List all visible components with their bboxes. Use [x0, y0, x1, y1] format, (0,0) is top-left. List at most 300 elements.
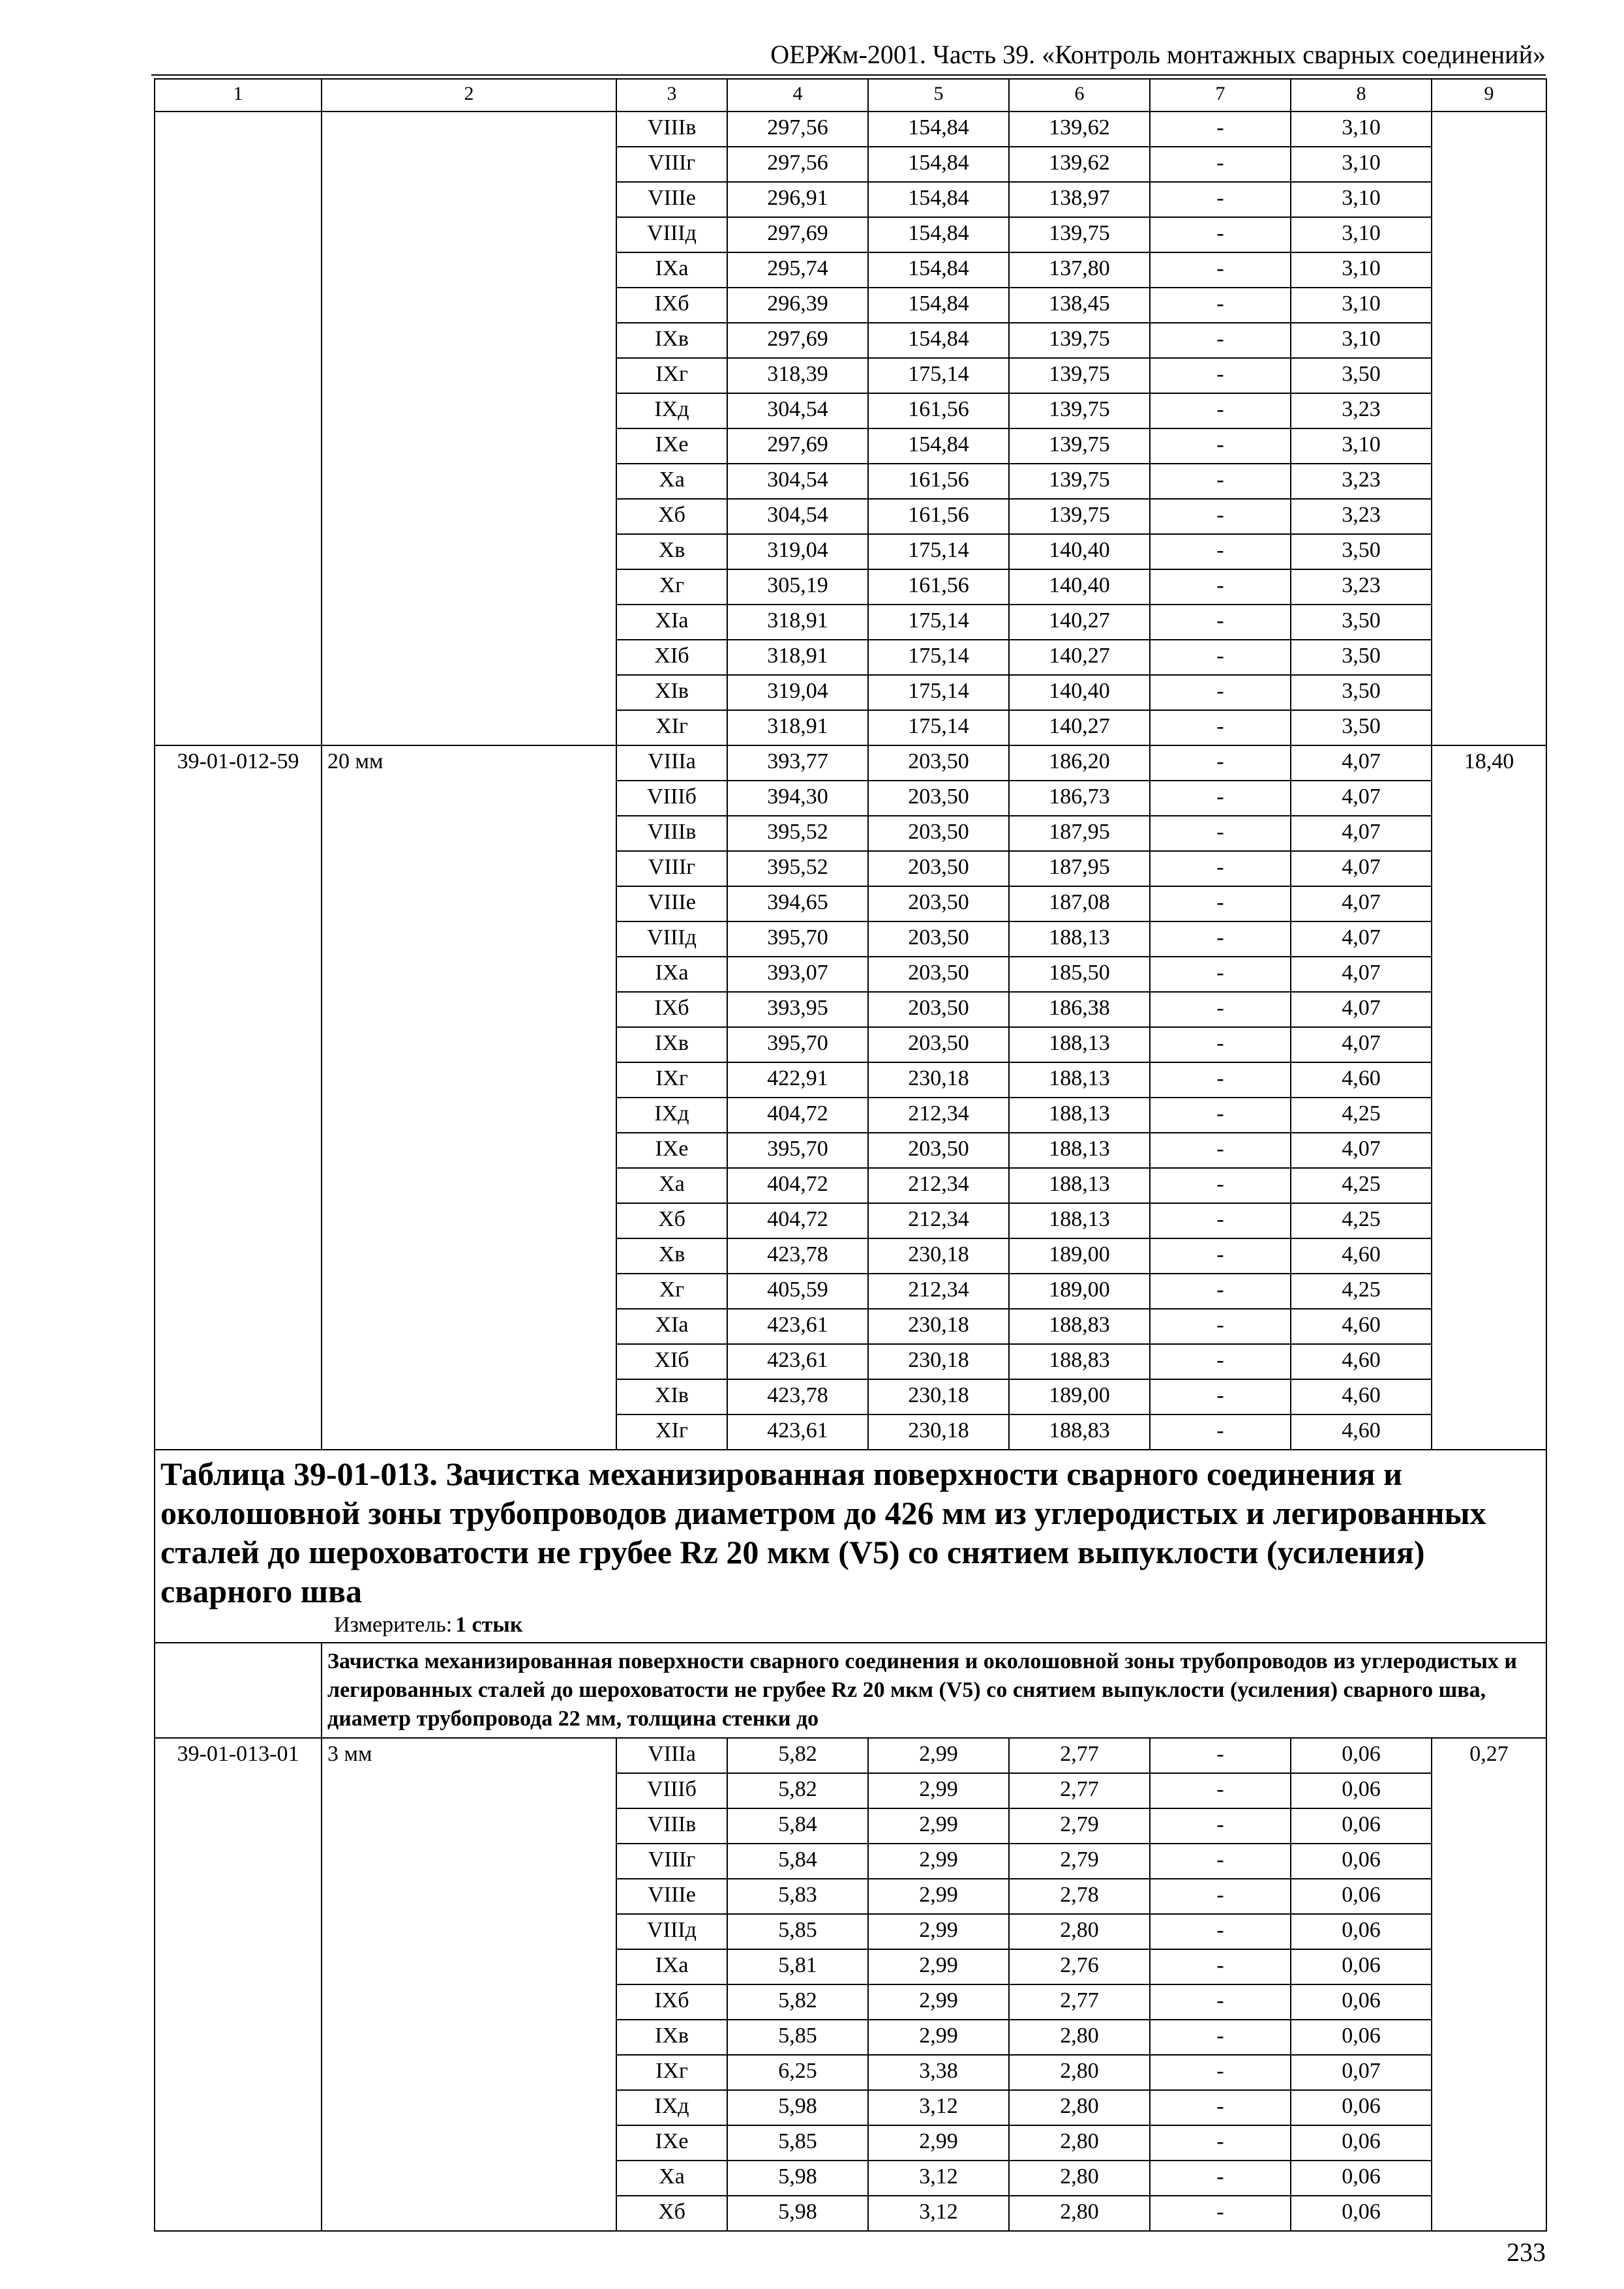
zone-cell: IXг — [616, 358, 727, 393]
value-cell: 319,04 — [727, 534, 868, 569]
zone-cell: XIа — [616, 605, 727, 640]
rates-table — [154, 78, 1547, 2232]
value-cell: 296,91 — [727, 182, 868, 217]
zone-cell: VIIIе — [616, 1879, 727, 1914]
value-cell: 154,84 — [868, 323, 1009, 358]
value-cell: - — [1150, 252, 1291, 288]
value-cell: 4,25 — [1291, 1274, 1432, 1309]
value-cell: 297,69 — [727, 428, 868, 464]
value-cell: 140,40 — [1009, 675, 1150, 710]
value-cell: 2,80 — [1009, 2055, 1150, 2090]
value-cell: 154,84 — [868, 217, 1009, 252]
value-cell: 318,91 — [727, 710, 868, 745]
value-cell: 2,80 — [1009, 2125, 1150, 2161]
value-cell: 4,07 — [1291, 1027, 1432, 1062]
value-cell: 3,50 — [1291, 605, 1432, 640]
value-cell: 0,06 — [1291, 2196, 1432, 2231]
value-cell: 185,50 — [1009, 957, 1150, 992]
column-number: 8 — [1291, 79, 1432, 112]
value-cell: 2,99 — [868, 1879, 1009, 1914]
zone-cell: VIIIг — [616, 147, 727, 182]
zone-cell: VIIIе — [616, 182, 727, 217]
value-cell: 295,74 — [727, 252, 868, 288]
value-cell: 139,75 — [1009, 358, 1150, 393]
value-cell: 203,50 — [868, 816, 1009, 851]
value-cell: 154,84 — [868, 252, 1009, 288]
value-cell: 395,70 — [727, 921, 868, 957]
value-cell: 0,06 — [1291, 1949, 1432, 1984]
value-cell: 5,81 — [727, 1949, 868, 1984]
table-row — [155, 745, 1546, 781]
value-cell: 4,07 — [1291, 957, 1432, 992]
zone-cell: Xг — [616, 1274, 727, 1309]
value-cell: 212,34 — [868, 1203, 1009, 1238]
zone-cell: Xа — [616, 2161, 727, 2196]
value-cell: - — [1150, 957, 1291, 992]
value-cell: 175,14 — [868, 534, 1009, 569]
value-cell: 203,50 — [868, 851, 1009, 886]
value-cell: 203,50 — [868, 1133, 1009, 1168]
value-cell: 188,83 — [1009, 1414, 1150, 1450]
value-cell: 161,56 — [868, 393, 1009, 428]
value-cell: - — [1150, 710, 1291, 745]
value-cell: - — [1150, 323, 1291, 358]
value-cell: 5,85 — [727, 2125, 868, 2161]
value-cell: 203,50 — [868, 781, 1009, 816]
table-row — [155, 1738, 1546, 1773]
value-cell: 2,99 — [868, 1773, 1009, 1808]
zone-cell: VIIIа — [616, 1738, 727, 1773]
zone-cell: Xв — [616, 1238, 727, 1274]
zone-cell: IXг — [616, 2055, 727, 2090]
value-cell: 2,99 — [868, 1984, 1009, 2020]
value-cell: 3,50 — [1291, 358, 1432, 393]
value-cell: 395,52 — [727, 851, 868, 886]
value-cell: 2,99 — [868, 1844, 1009, 1879]
value-cell: 4,07 — [1291, 921, 1432, 957]
value-cell: - — [1150, 182, 1291, 217]
value-cell: 154,84 — [868, 147, 1009, 182]
value-cell: 296,39 — [727, 288, 868, 323]
value-cell: 230,18 — [868, 1379, 1009, 1414]
value-cell: - — [1150, 428, 1291, 464]
value-cell: 2,99 — [868, 1808, 1009, 1844]
zone-cell: Xа — [616, 1168, 727, 1203]
value-cell: - — [1150, 112, 1291, 147]
value-cell: - — [1150, 1344, 1291, 1379]
value-cell: 2,80 — [1009, 2161, 1150, 2196]
value-cell: 4,07 — [1291, 851, 1432, 886]
value-cell: 405,59 — [727, 1274, 868, 1309]
zone-cell: Xб — [616, 1203, 727, 1238]
value-cell: 186,20 — [1009, 745, 1150, 781]
zone-cell: XIб — [616, 640, 727, 675]
value-cell: 3,50 — [1291, 640, 1432, 675]
column-number: 3 — [616, 79, 727, 112]
size-cell: 20 мм — [322, 745, 616, 1450]
value-cell: - — [1150, 147, 1291, 182]
zone-cell: IXе — [616, 2125, 727, 2161]
value-cell: 4,60 — [1291, 1414, 1432, 1450]
value-cell: 140,27 — [1009, 605, 1150, 640]
value-cell: 3,23 — [1291, 393, 1432, 428]
zone-cell: IXб — [616, 1984, 727, 2020]
value-cell: 3,12 — [868, 2161, 1009, 2196]
value-cell: 188,13 — [1009, 1027, 1150, 1062]
value-cell: 2,80 — [1009, 2020, 1150, 2055]
value-cell: - — [1150, 851, 1291, 886]
value-cell: 161,56 — [868, 569, 1009, 605]
value-cell: 5,84 — [727, 1844, 868, 1879]
value-cell: 2,99 — [868, 2020, 1009, 2055]
section-title-cell — [155, 1450, 1546, 1643]
value-cell: 304,54 — [727, 499, 868, 534]
value-cell: - — [1150, 464, 1291, 499]
description-blank-cell — [155, 1643, 322, 1738]
value-cell: - — [1150, 1309, 1291, 1344]
value-cell: 4,25 — [1291, 1203, 1432, 1238]
meter-line — [160, 1611, 1541, 1639]
page-number: 233 — [1507, 2237, 1546, 2267]
value-cell: 393,77 — [727, 745, 868, 781]
value-cell: - — [1150, 2055, 1291, 2090]
value-cell: 2,80 — [1009, 1914, 1150, 1949]
zone-cell: VIIIв — [616, 1808, 727, 1844]
value-cell: 5,82 — [727, 1738, 868, 1773]
value-cell: 203,50 — [868, 921, 1009, 957]
value-cell: 186,38 — [1009, 992, 1150, 1027]
zone-cell: IXд — [616, 393, 727, 428]
table-body — [155, 79, 1546, 2231]
value-cell: 5,82 — [727, 1984, 868, 2020]
zone-cell: VIIIб — [616, 1773, 727, 1808]
running-header: ОЕРЖм-2001. Часть 39. «Контроль монтажных сварных соединений» — [770, 40, 1546, 69]
value-cell: 0,06 — [1291, 2125, 1432, 2161]
value-cell: 2,80 — [1009, 2196, 1150, 2231]
value-cell: 188,13 — [1009, 921, 1150, 957]
zone-cell: IXа — [616, 1949, 727, 1984]
zone-cell: VIIIв — [616, 816, 727, 851]
value-cell: 4,60 — [1291, 1309, 1432, 1344]
value-cell: 5,84 — [727, 1808, 868, 1844]
value-cell: 2,79 — [1009, 1844, 1150, 1879]
value-cell: 423,61 — [727, 1414, 868, 1450]
value-cell: 137,80 — [1009, 252, 1150, 288]
value-cell: - — [1150, 1062, 1291, 1098]
value-cell: 404,72 — [727, 1203, 868, 1238]
value-cell: 4,25 — [1291, 1098, 1432, 1133]
zone-cell: XIг — [616, 1414, 727, 1450]
value-cell: 3,23 — [1291, 464, 1432, 499]
value-cell: 2,99 — [868, 1914, 1009, 1949]
value-cell: 393,07 — [727, 957, 868, 992]
value-cell: 187,08 — [1009, 886, 1150, 921]
value-cell: 0,06 — [1291, 2020, 1432, 2055]
value-cell: 175,14 — [868, 710, 1009, 745]
section-title-row — [155, 1450, 1546, 1643]
value-cell: 0,06 — [1291, 1844, 1432, 1879]
value-cell: 140,27 — [1009, 640, 1150, 675]
value-cell: 189,00 — [1009, 1379, 1150, 1414]
value-cell: - — [1150, 1844, 1291, 1879]
zone-cell: IXа — [616, 957, 727, 992]
value-cell: 2,79 — [1009, 1808, 1150, 1844]
value-cell: 2,78 — [1009, 1879, 1150, 1914]
value-cell: 404,72 — [727, 1168, 868, 1203]
value-cell: 4,60 — [1291, 1379, 1432, 1414]
value-cell: 188,13 — [1009, 1203, 1150, 1238]
value-cell: - — [1150, 1984, 1291, 2020]
zone-cell: IXв — [616, 1027, 727, 1062]
value-cell: 139,75 — [1009, 217, 1150, 252]
value-cell: 188,83 — [1009, 1344, 1150, 1379]
value-cell: 3,50 — [1291, 710, 1432, 745]
zone-cell: IXв — [616, 2020, 727, 2055]
value-cell: 4,07 — [1291, 1133, 1432, 1168]
value-cell: 188,13 — [1009, 1098, 1150, 1133]
value-cell: - — [1150, 288, 1291, 323]
value-cell: 395,52 — [727, 816, 868, 851]
value-cell: - — [1150, 2020, 1291, 2055]
value-cell: 154,84 — [868, 288, 1009, 323]
meter-label: Измеритель: — [334, 1613, 453, 1637]
value-cell: 3,10 — [1291, 323, 1432, 358]
value-cell: 3,38 — [868, 2055, 1009, 2090]
zone-cell: IXе — [616, 1133, 727, 1168]
table-row — [155, 112, 1546, 147]
value-cell: 140,40 — [1009, 534, 1150, 569]
value-cell: 2,80 — [1009, 2090, 1150, 2125]
value-cell: 404,72 — [727, 1098, 868, 1133]
value-cell: 3,23 — [1291, 569, 1432, 605]
value-cell: 186,73 — [1009, 781, 1150, 816]
value-cell: 161,56 — [868, 499, 1009, 534]
value-cell: 5,82 — [727, 1773, 868, 1808]
value-cell: 6,25 — [727, 2055, 868, 2090]
value-cell: 189,00 — [1009, 1238, 1150, 1274]
value-cell: 203,50 — [868, 745, 1009, 781]
value-cell: 394,65 — [727, 886, 868, 921]
value-cell: 5,83 — [727, 1879, 868, 1914]
value-cell: 138,45 — [1009, 288, 1150, 323]
zone-cell: VIIIв — [616, 112, 727, 147]
value-cell: 139,75 — [1009, 499, 1150, 534]
value-cell: 423,61 — [727, 1344, 868, 1379]
value-cell: - — [1150, 1879, 1291, 1914]
value-cell: 139,62 — [1009, 112, 1150, 147]
value-cell: 3,10 — [1291, 182, 1432, 217]
value-cell: - — [1150, 358, 1291, 393]
zone-cell: IXб — [616, 288, 727, 323]
value-cell: 4,25 — [1291, 1168, 1432, 1203]
value-cell: 175,14 — [868, 358, 1009, 393]
zone-cell: XIг — [616, 710, 727, 745]
header-rule — [151, 74, 1546, 76]
value-cell: 3,10 — [1291, 428, 1432, 464]
value-cell: 154,84 — [868, 182, 1009, 217]
value-cell: 175,14 — [868, 675, 1009, 710]
value-cell: 4,60 — [1291, 1344, 1432, 1379]
value-cell: 297,69 — [727, 217, 868, 252]
value-cell: 3,10 — [1291, 112, 1432, 147]
value-cell: 3,50 — [1291, 534, 1432, 569]
value-cell: 3,10 — [1291, 288, 1432, 323]
value-cell: 212,34 — [868, 1274, 1009, 1309]
value-cell: 3,23 — [1291, 499, 1432, 534]
size-cell — [322, 112, 616, 745]
value-cell: 3,10 — [1291, 217, 1432, 252]
value-cell: - — [1150, 569, 1291, 605]
value-cell: 395,70 — [727, 1027, 868, 1062]
zone-cell: IXд — [616, 2090, 727, 2125]
value-cell: 297,69 — [727, 323, 868, 358]
value-cell: - — [1150, 1098, 1291, 1133]
value-cell: 203,50 — [868, 1027, 1009, 1062]
value-cell: - — [1150, 781, 1291, 816]
zone-cell: VIIIб — [616, 781, 727, 816]
value-cell: - — [1150, 499, 1291, 534]
column-number: 2 — [322, 79, 616, 112]
value-cell: - — [1150, 1203, 1291, 1238]
value-cell: 212,34 — [868, 1098, 1009, 1133]
value-cell: 230,18 — [868, 1414, 1009, 1450]
value-cell: 230,18 — [868, 1309, 1009, 1344]
value-cell: - — [1150, 1238, 1291, 1274]
value-cell: 2,77 — [1009, 1984, 1150, 2020]
value-cell: 4,07 — [1291, 816, 1432, 851]
zone-cell: VIIIг — [616, 851, 727, 886]
zone-cell: XIв — [616, 1379, 727, 1414]
value-cell: 0,06 — [1291, 2090, 1432, 2125]
value-cell: 0,06 — [1291, 1773, 1432, 1808]
value-cell: - — [1150, 992, 1291, 1027]
value-cell: - — [1150, 217, 1291, 252]
zone-cell: VIIIд — [616, 217, 727, 252]
value-cell: 3,10 — [1291, 252, 1432, 288]
value-cell: - — [1150, 1168, 1291, 1203]
value-cell: 423,61 — [727, 1309, 868, 1344]
column-number: 4 — [727, 79, 868, 112]
value-cell: - — [1150, 1808, 1291, 1844]
zone-cell: XIа — [616, 1309, 727, 1344]
value-cell: - — [1150, 1738, 1291, 1773]
value-cell: 0,06 — [1291, 1738, 1432, 1773]
column-number-row — [155, 79, 1546, 112]
value-cell: 0,06 — [1291, 1808, 1432, 1844]
col9-cell — [1432, 112, 1546, 745]
description-row — [155, 1643, 1546, 1738]
value-cell: 154,84 — [868, 428, 1009, 464]
value-cell: 3,50 — [1291, 675, 1432, 710]
value-cell: 318,39 — [727, 358, 868, 393]
value-cell: 230,18 — [868, 1062, 1009, 1098]
zone-cell: VIIIа — [616, 745, 727, 781]
value-cell: 187,95 — [1009, 816, 1150, 851]
value-cell: 230,18 — [868, 1238, 1009, 1274]
value-cell: 3,12 — [868, 2196, 1009, 2231]
meter-value: 1 стык — [455, 1613, 523, 1637]
value-cell: - — [1150, 2196, 1291, 2231]
value-cell: - — [1150, 1914, 1291, 1949]
value-cell: 0,07 — [1291, 2055, 1432, 2090]
value-cell: - — [1150, 1949, 1291, 1984]
column-number: 7 — [1150, 79, 1291, 112]
value-cell: 319,04 — [727, 675, 868, 710]
value-cell: - — [1150, 1027, 1291, 1062]
value-cell: 3,12 — [868, 2090, 1009, 2125]
value-cell: 5,85 — [727, 1914, 868, 1949]
value-cell: 0,06 — [1291, 1914, 1432, 1949]
value-cell: 139,62 — [1009, 147, 1150, 182]
value-cell: 0,06 — [1291, 1984, 1432, 2020]
value-cell: 188,13 — [1009, 1062, 1150, 1098]
value-cell: 395,70 — [727, 1133, 868, 1168]
value-cell: - — [1150, 2125, 1291, 2161]
zone-cell: IXд — [616, 1098, 727, 1133]
value-cell: 0,06 — [1291, 2161, 1432, 2196]
value-cell: 4,60 — [1291, 1062, 1432, 1098]
value-cell: 139,75 — [1009, 464, 1150, 499]
value-cell: - — [1150, 640, 1291, 675]
value-cell: 188,13 — [1009, 1133, 1150, 1168]
value-cell: 3,10 — [1291, 147, 1432, 182]
value-cell: 297,56 — [727, 112, 868, 147]
value-cell: 394,30 — [727, 781, 868, 816]
col9-cell: 18,40 — [1432, 745, 1546, 1450]
value-cell: 2,77 — [1009, 1738, 1150, 1773]
zone-cell: IXг — [616, 1062, 727, 1098]
zone-cell: IXв — [616, 323, 727, 358]
value-cell: 305,19 — [727, 569, 868, 605]
zone-cell: IXе — [616, 428, 727, 464]
column-number: 6 — [1009, 79, 1150, 112]
value-cell: 4,07 — [1291, 745, 1432, 781]
description-cell: Зачистка механизированная поверхности сварного соединения и околошовной зоны трубопроводов из углеродистых и легированных сталей до шероховатости не грубее Rz 20 мкм (V5) со снятием выпуклости (усиления) сварного шва, диаметр трубопровода 22 мм, толщина стенки до — [322, 1643, 1546, 1738]
value-cell: 2,99 — [868, 1949, 1009, 1984]
value-cell: 2,77 — [1009, 1773, 1150, 1808]
value-cell: - — [1150, 675, 1291, 710]
value-cell: - — [1150, 745, 1291, 781]
value-cell: - — [1150, 2161, 1291, 2196]
norm-code-cell: 39-01-012-59 — [155, 745, 322, 1450]
zone-cell: VIIIг — [616, 1844, 727, 1879]
value-cell: 187,95 — [1009, 851, 1150, 886]
value-cell: 423,78 — [727, 1238, 868, 1274]
value-cell: 304,54 — [727, 464, 868, 499]
value-cell: 5,98 — [727, 2090, 868, 2125]
value-cell: 154,84 — [868, 112, 1009, 147]
value-cell: 2,76 — [1009, 1949, 1150, 1984]
zone-cell: Xб — [616, 499, 727, 534]
zone-cell: IXа — [616, 252, 727, 288]
zone-cell: XIв — [616, 675, 727, 710]
value-cell: 175,14 — [868, 640, 1009, 675]
zone-cell: VIIIд — [616, 1914, 727, 1949]
zone-cell: Xб — [616, 2196, 727, 2231]
value-cell: - — [1150, 393, 1291, 428]
value-cell: 203,50 — [868, 992, 1009, 1027]
value-cell: 422,91 — [727, 1062, 868, 1098]
zone-cell: VIIIд — [616, 921, 727, 957]
col9-cell: 0,27 — [1432, 1738, 1546, 2231]
value-cell: 139,75 — [1009, 428, 1150, 464]
value-cell: - — [1150, 534, 1291, 569]
value-cell: 161,56 — [868, 464, 1009, 499]
zone-cell: VIIIе — [616, 886, 727, 921]
zone-cell: Xв — [616, 534, 727, 569]
value-cell: 189,00 — [1009, 1274, 1150, 1309]
value-cell: 188,83 — [1009, 1309, 1150, 1344]
